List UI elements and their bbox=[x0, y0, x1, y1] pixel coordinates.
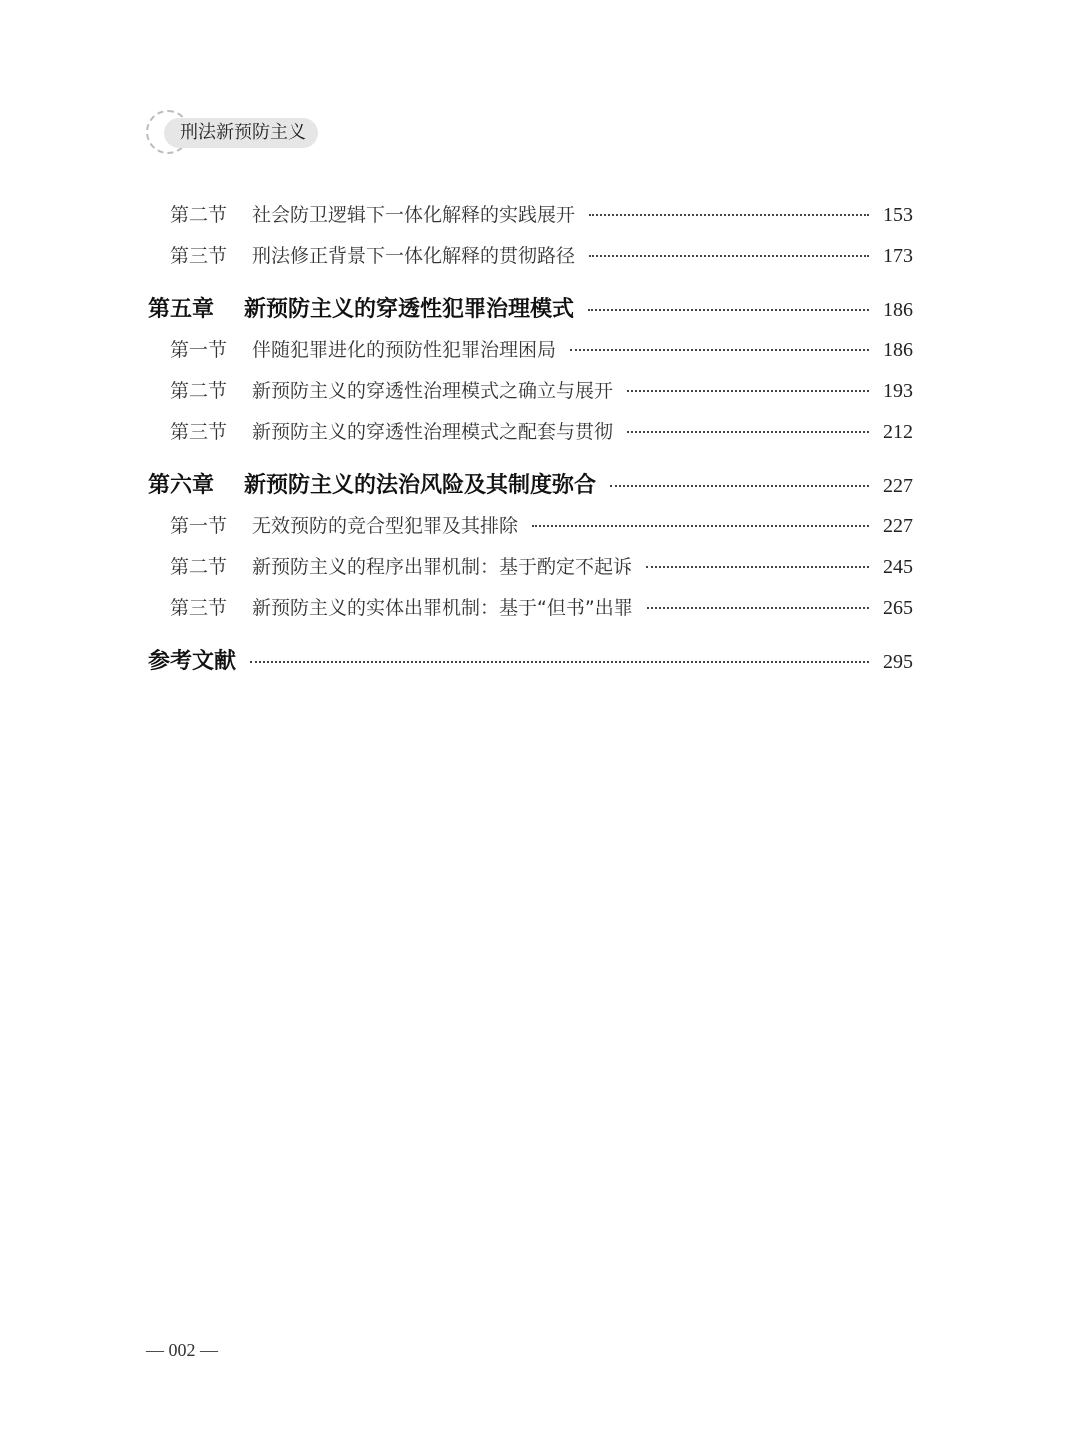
toc-entry[interactable] bbox=[170, 552, 913, 579]
toc-entry[interactable] bbox=[170, 200, 913, 227]
toc-entry-page: 295 bbox=[883, 651, 913, 673]
toc-entry-title: 伴随犯罪进化的预防性犯罪治理困局 bbox=[252, 339, 557, 361]
toc-entry[interactable] bbox=[170, 241, 913, 268]
toc-entry-page: 227 bbox=[883, 475, 913, 497]
toc-entry-title: 无效预防的竞合型犯罪及其排除 bbox=[252, 515, 519, 537]
toc-entry[interactable] bbox=[170, 593, 913, 620]
toc-entry-number: 第一节 bbox=[170, 339, 228, 361]
toc-entry-page: 173 bbox=[883, 245, 913, 267]
toc-chapter-entry[interactable] bbox=[148, 292, 913, 323]
dot-leader bbox=[627, 431, 869, 433]
toc-entry-number: 第三节 bbox=[170, 597, 228, 619]
toc-references-entry[interactable] bbox=[148, 644, 913, 675]
toc-entry-title: 参考文献 bbox=[148, 649, 237, 674]
toc-entry-page: 186 bbox=[883, 299, 913, 321]
toc-entry-page: 265 bbox=[883, 597, 913, 619]
dot-leader bbox=[250, 661, 869, 663]
toc-entry-number: 第三节 bbox=[170, 421, 228, 443]
toc-entry-page: 212 bbox=[883, 421, 913, 443]
toc-entry[interactable] bbox=[170, 511, 913, 538]
dot-leader bbox=[646, 566, 869, 568]
toc-entry-page: 193 bbox=[883, 380, 913, 402]
toc-entry-number: 第五章 bbox=[148, 297, 215, 322]
toc-entry-title: 新预防主义的穿透性治理模式之确立与展开 bbox=[252, 380, 614, 402]
toc-entry-page: 186 bbox=[883, 339, 913, 361]
running-head-title: 刑法新预防主义 bbox=[164, 118, 318, 148]
dot-leader bbox=[588, 309, 869, 311]
dot-leader bbox=[570, 349, 869, 351]
toc-entry-title: 社会防卫逻辑下一体化解释的实践展开 bbox=[252, 204, 576, 226]
toc-entry-page: 227 bbox=[883, 515, 913, 537]
toc-entry[interactable] bbox=[170, 376, 913, 403]
toc-entry-title: 新预防主义的穿透性治理模式之配套与贯彻 bbox=[252, 421, 614, 443]
toc-entry[interactable] bbox=[170, 335, 913, 362]
toc-entry-title: 新预防主义的法治风险及其制度弥合 bbox=[244, 473, 597, 498]
dot-leader bbox=[647, 607, 869, 609]
dot-leader bbox=[532, 525, 869, 527]
toc-entry-title: 新预防主义的程序出罪机制：基于酌定不起诉 bbox=[252, 556, 633, 578]
toc-chapter-entry[interactable] bbox=[148, 468, 913, 499]
toc-entry-number: 第一节 bbox=[170, 515, 228, 537]
toc-entry[interactable] bbox=[170, 417, 913, 444]
toc-entry-title: 刑法修正背景下一体化解释的贯彻路径 bbox=[252, 245, 576, 267]
toc-entry-title: 新预防主义的实体出罪机制：基于“但书”出罪 bbox=[252, 597, 633, 619]
toc-entry-number: 第二节 bbox=[170, 380, 228, 402]
toc-entry-page: 153 bbox=[883, 204, 913, 226]
toc-entry-number: 第三节 bbox=[170, 245, 228, 267]
toc-entry-number: 第二节 bbox=[170, 556, 228, 578]
dot-leader bbox=[589, 255, 869, 257]
toc-entry-title: 新预防主义的穿透性犯罪治理模式 bbox=[244, 297, 575, 322]
toc-entry-page: 245 bbox=[883, 556, 913, 578]
page-number: — 002 — bbox=[146, 1340, 218, 1360]
dot-leader bbox=[610, 485, 869, 487]
toc-entry-number: 第二节 bbox=[170, 204, 228, 226]
dot-leader bbox=[627, 390, 869, 392]
dot-leader bbox=[589, 214, 869, 216]
toc-entry-number: 第六章 bbox=[148, 473, 215, 498]
